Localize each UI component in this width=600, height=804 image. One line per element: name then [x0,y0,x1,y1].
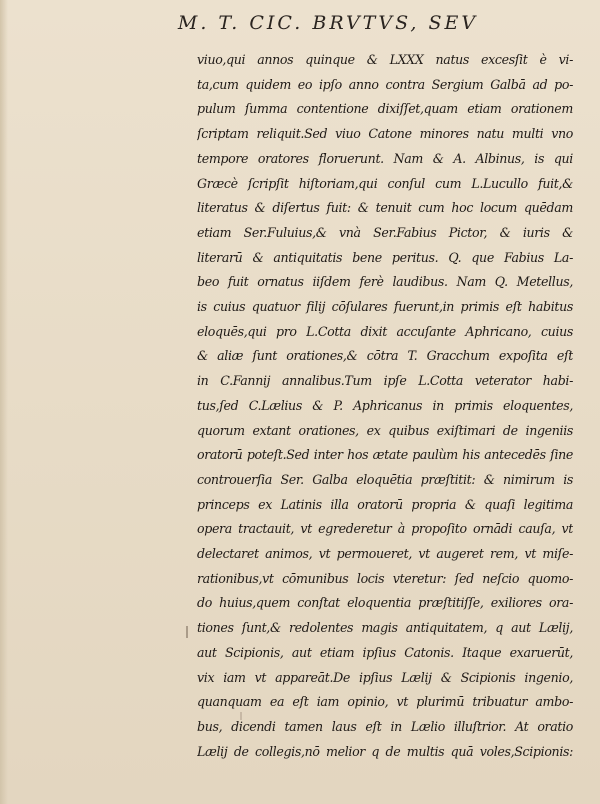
text-line-21: delectaret animos, vt permoueret, vt augeret rem, vt miſe- [197,546,573,562]
text-line-12: eloquēs,qui pro L.Cotta dixit accuſante Aphricano, cuius [197,323,573,339]
text-line-24: tiones ſunt,& redolentes magis antiquitatem, q aut Lælij, [197,620,573,636]
text-line-15: tus,ſed C.Lælius & P. Aphricanus in primis eloquentes, [197,397,573,413]
text-line-18: controuerſia Ser. Galba eloquētia præſtitit: & nimirum is [197,471,573,487]
text-line-29: Lælij de collegis,nō melior q de multis quā voles,Scipionis: [197,743,573,759]
text-line-5: tempore oratores floruerunt. Nam & A. Albinus, is qui [197,150,573,166]
text-line-28: bus, dicendi tamen laus eſt in Lælio illuſtrior. At oratio [197,718,573,734]
margin-mark-lower [240,712,242,720]
text-line-13: & aliæ ſunt orationes,& cōtra T. Gracchum expoſita eſt [197,348,573,364]
text-line-20: opera tractauit, vt egrederetur à propoſito ornādi cauſa, vt [197,521,573,537]
text-line-1: viuo,qui annos quinque & LXXX natus excesſit è vi- [197,52,573,67]
text-line-26: vix iam vt appareāt.De ipſius Lælij & Scipionis ingenio, [197,669,573,685]
text-line-4: ſcriptam reliquit.Sed viuo Catone minores natu multi vno [197,126,573,142]
text-line-17: oratorū poteſt.Sed inter hos ætate paulùm his antecedēs ſine [197,447,573,463]
text-line-8: etiam Ser.Fuluius,& vnà Ser.Fabius Pictor, & iuris & [197,224,573,240]
text-line-27: quanquam ea eſt iam opinio, vt plurimū tribuatur ambo- [197,694,573,710]
text-line-3: pulum ſumma contentione dixiſſet,quam etiam orationem [197,101,573,117]
text-line-2: ta,cum quidem eo ipſo anno contra Sergium Galbā ad po- [197,76,573,92]
running-head: M. T. CIC. BRVTVS, SEV [177,12,479,34]
text-line-7: literatus & diſertus fuit: & tenuit cum hoc locum quēdam [197,200,573,216]
page-edge-shadow [0,0,8,804]
text-line-10: beo fuit ornatus iiſdem ferè laudibus. Nam Q. Metellus, [197,274,573,290]
text-line-19: princeps ex Latinis illa oratorū propria & quaſi legitima [197,496,573,512]
text-line-9: literarū & antiquitatis bene peritus. Q. que Fabius La- [197,249,573,265]
text-line-11: is cuius quatuor filij cōſulares fuerunt,in primis eſt habitus [197,299,573,315]
text-line-16: quorum extant orationes, ex quibus exiſtimari de ingeniis [197,422,573,438]
text-line-25: aut Scipionis, aut etiam ipſius Catonis. Itaque exaruerūt, [197,644,573,660]
text-line-22: rationibus,vt cōmunibus locis vteretur: ſed neſcio quomo- [197,570,573,586]
body-text [197,48,573,764]
text-line-14: in C.Fannij annalibus.Tum ipſe L.Cotta veterator habi- [197,373,573,389]
text-line-6: Græcè ſcripſit hiſtoriam,qui conſul cum L.Lucullo fuit,& [197,175,573,191]
margin-mark [186,626,188,638]
text-line-23: do huius,quem conſtat eloquentia præſtitiſſe, exiliores ora- [197,595,573,611]
